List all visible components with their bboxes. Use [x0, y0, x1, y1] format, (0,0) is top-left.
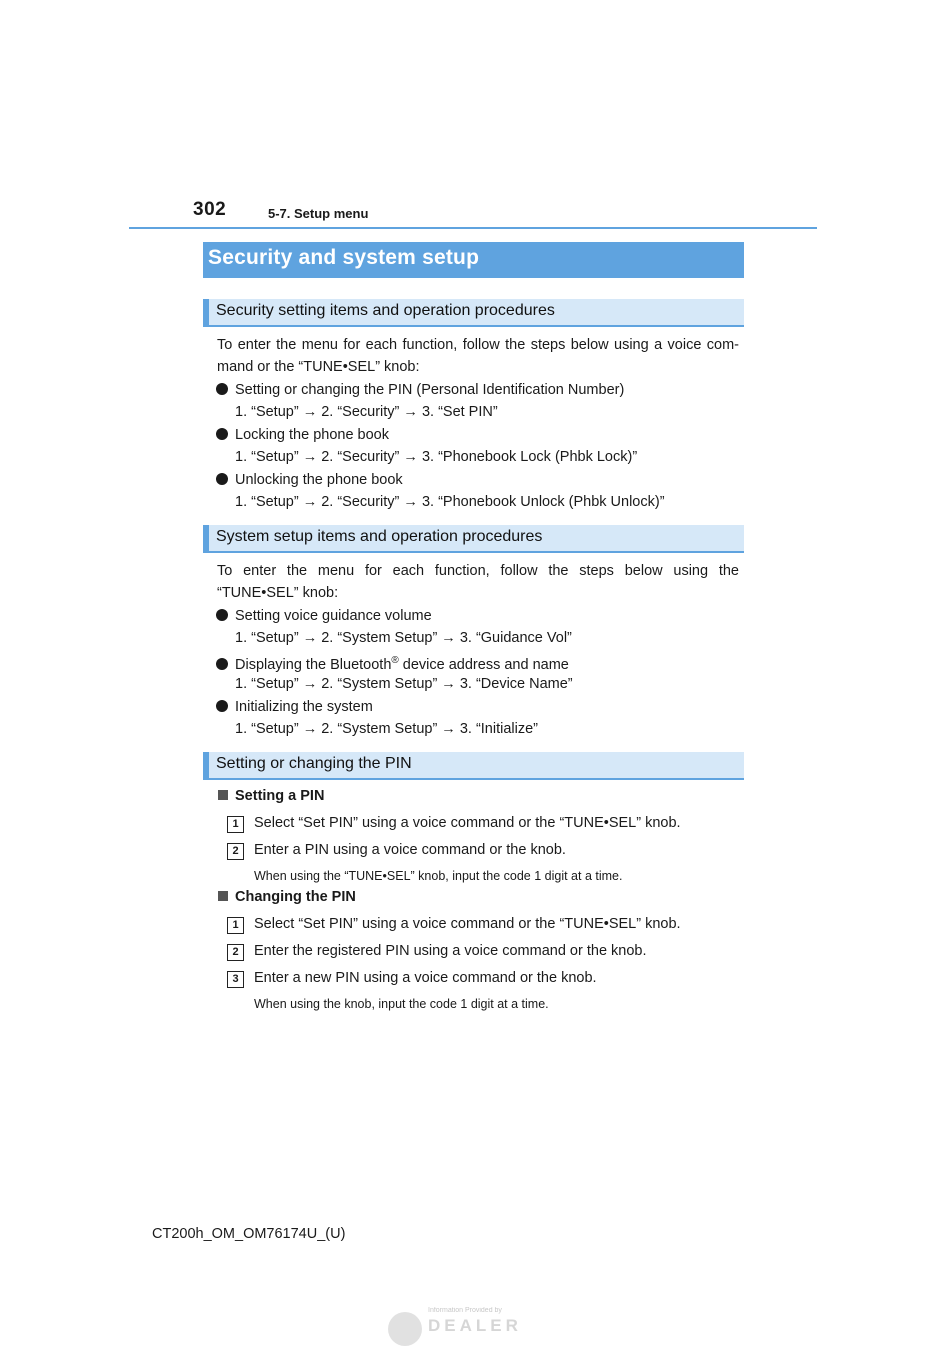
changing-pin-title: Changing the PIN	[218, 889, 356, 905]
list-item-label: Unlocking the phone book	[235, 472, 403, 488]
setting-pin-title: Setting a PIN	[218, 788, 324, 804]
step-text: Select “Set PIN” using a voice command or the “TUNE•SEL” knob.	[254, 916, 681, 932]
list-item-label: Locking the phone book	[235, 427, 389, 443]
step-note: When using the knob, input the code 1 digit at a time.	[254, 997, 549, 1011]
system-intro-line2: “TUNE•SEL” knob:	[217, 585, 339, 601]
step-number-badge: 1	[227, 816, 244, 833]
list-item-steps: 1. “Setup” → 2. “System Setup” → 3. “Initialize”	[235, 721, 538, 737]
list-item	[216, 606, 432, 626]
list-item	[216, 651, 569, 675]
registered-mark: ®	[391, 655, 399, 666]
bullet-icon	[216, 609, 228, 621]
system-intro-line1: To enter the menu for each function, follow the steps below using the	[217, 563, 739, 579]
step-text: Enter the registered PIN using a voice command or the knob.	[254, 943, 647, 959]
bullet-icon	[216, 428, 228, 440]
list-item-label: Setting voice guidance volume	[235, 608, 432, 624]
security-intro	[217, 334, 739, 378]
dealer-watermark	[388, 1306, 548, 1350]
step-number-badge: 1	[227, 917, 244, 934]
bullet-icon	[216, 658, 228, 670]
watermark-caption: Information Provided by	[428, 1307, 502, 1314]
security-heading: Security setting items and operation procedures	[203, 299, 744, 327]
pin-heading: Setting or changing the PIN	[203, 752, 744, 780]
label-suffix: device address and name	[398, 656, 569, 673]
list-item-steps: 1. “Setup” → 2. “System Setup” → 3. “Device Name”	[235, 676, 573, 692]
label-prefix: Displaying the Bluetooth	[235, 656, 392, 673]
list-item-steps: 1. “Setup” → 2. “Security” → 3. “Set PIN”	[235, 404, 498, 420]
list-item	[216, 380, 624, 400]
dealer-logo-icon	[388, 1312, 422, 1346]
step-note: When using the “TUNE•SEL” knob, input the code 1 digit at a time.	[254, 869, 623, 883]
list-item-steps: 1. “Setup” → 2. “Security” → 3. “Phonebook Lock (Phbk Lock)”	[235, 449, 638, 465]
list-item-label: Setting or changing the PIN (Personal Identification Number)	[235, 382, 625, 398]
step-text: Enter a new PIN using a voice command or the knob.	[254, 970, 597, 986]
list-item-label	[235, 657, 569, 673]
page-title: Security and system setup	[203, 242, 744, 278]
step-number-badge: 2	[227, 944, 244, 961]
footer-doc-id: CT200h_OM_OM76174U_(U)	[152, 1226, 346, 1242]
system-intro	[217, 560, 739, 604]
bullet-icon	[216, 383, 228, 395]
list-item-label: Initializing the system	[235, 699, 373, 715]
square-bullet-icon	[218, 891, 228, 901]
watermark-brand: DEALER	[428, 1316, 522, 1335]
list-item	[216, 470, 403, 490]
step-text: Enter a PIN using a voice command or the knob.	[254, 842, 566, 858]
square-bullet-icon	[218, 790, 228, 800]
step-number-badge: 3	[227, 971, 244, 988]
list-item-steps: 1. “Setup” → 2. “Security” → 3. “Phonebook Unlock (Phbk Unlock)”	[235, 494, 665, 510]
header-rule	[129, 227, 817, 229]
section-reference: 5-7. Setup menu	[268, 206, 369, 221]
security-intro-line2: mand or the “TUNE•SEL” knob:	[217, 359, 420, 375]
security-intro-line1: To enter the menu for each function, follow the steps below using a voice com-	[217, 337, 739, 353]
list-item-steps: 1. “Setup” → 2. “System Setup” → 3. “Guidance Vol”	[235, 630, 572, 646]
step-text: Select “Set PIN” using a voice command or the “TUNE•SEL” knob.	[254, 815, 681, 831]
page-number: 302	[193, 199, 227, 220]
step-number-badge: 2	[227, 843, 244, 860]
bullet-icon	[216, 473, 228, 485]
list-item	[216, 697, 373, 717]
list-item	[216, 425, 389, 445]
system-heading: System setup items and operation procedures	[203, 525, 744, 553]
bullet-icon	[216, 700, 228, 712]
